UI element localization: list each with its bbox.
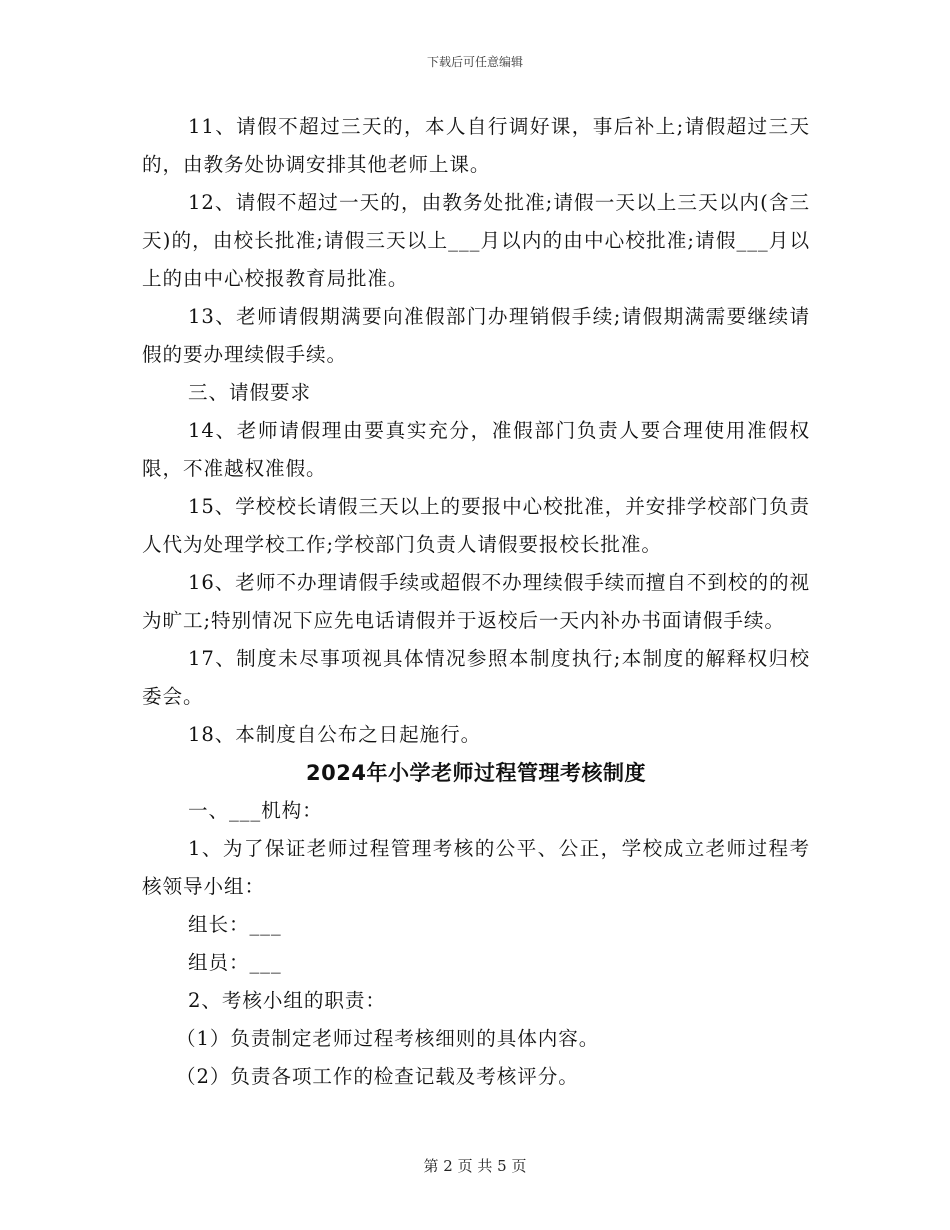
section-heading-requirements: 三、请假要求 [188, 381, 311, 404]
paragraph-item-13: 13、老师请假期满要向准假部门办理销假手续;请假期满需要继续请假的要办理续假手续。 [142, 305, 810, 366]
duty-item-2: （2）负责各项工作的检查记载及考核评分。 [176, 1065, 579, 1088]
paragraph-item-12: 12、请假不超过一天的，由教务处批准;请假一天以上三天以内(含三天)的，由校长批准;请假三天以上___月以内的由中心校批准;请假___月以上的由中心校报教育局批准。 [142, 191, 810, 290]
section-heading-organization: 一、___机构： [188, 799, 323, 822]
duty-item-1: （1）负责制定老师过程考核细则的具体内容。 [176, 1027, 600, 1050]
page-header: 下载后可任意编辑 [426, 55, 523, 69]
paragraph-item-17: 17、制度未尽事项视具体情况参照本制度执行;本制度的解释权归校委会。 [142, 647, 810, 708]
paragraph-item-15: 15、学校校长请假三天以上的要报中心校批准，并安排学校部门负责人代为处理学校工作;学校部门负责人请假要报校长批准。 [142, 495, 810, 556]
paragraph-item-14: 14、老师请假理由要真实充分，准假部门负责人要合理使用准假权限，不准越权准假。 [142, 419, 810, 480]
paragraph-item-2: 2、考核小组的职责： [188, 989, 386, 1012]
paragraph-item-18: 18、本制度自公布之日起施行。 [188, 723, 482, 746]
document-title: 2024年小学老师过程管理考核制度 [306, 761, 646, 785]
paragraph-item-16: 16、老师不办理请假手续或超假不办理续假手续而擅自不到校的的视为旷工;特别情况下应先电话请假并于返校后一天内补办书面请假手续。 [142, 571, 810, 632]
document-body [142, 108, 810, 1096]
group-members-line: 组员：___ [188, 951, 282, 974]
page-footer: 第 2 页 共 5 页 [423, 1157, 527, 1175]
group-leader-line: 组长：___ [188, 913, 282, 936]
paragraph-item-1: 1、为了保证老师过程管理考核的公平、公正，学校成立老师过程考核领导小组： [142, 837, 810, 898]
paragraph-item-11: 11、请假不超过三天的，本人自行调好课，事后补上;请假超过三天的，由教务处协调安排其他老师上课。 [142, 115, 810, 176]
